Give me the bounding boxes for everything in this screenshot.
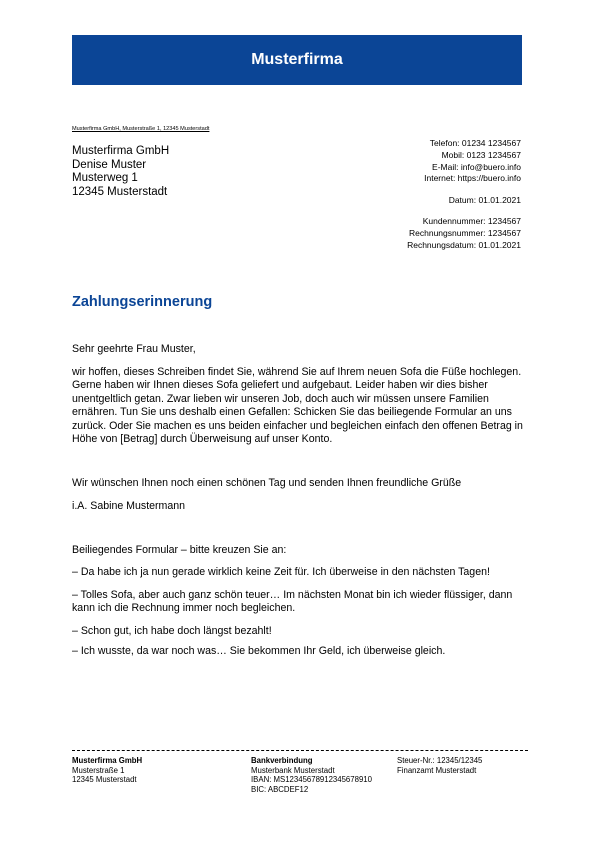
footer-company-city: 12345 Musterstadt — [72, 775, 137, 785]
footer-bank-iban: IBAN: MS12345678912345678910 — [251, 775, 372, 785]
footer-company-name: Musterfirma GmbH — [72, 756, 143, 765]
invoice-number: Rechnungsnummer: 1234567 — [409, 227, 521, 238]
letter-paragraph: wir hoffen, dieses Schreiben findet Sie, während Sie auf Ihrem neuen Sofa die Füße hochlegen. Gerne haben wir Ihnen dieses Sofa geliefert und aufgebaut. Leider haben wir dies bisher unentgeltlich getan. Zwar lieben wir unseren Job, doch auch wir müssen unsere Familien ernähren. Tun Sie uns deshalb einen Gefallen: Schicken Sie das beiliegende Formular an uns zurück. Oder Sie machen es uns beiden einfacher und begleichen einfach den offenen Betrag in Höhe von [Betrag] durch Überweisung auf unser Konto. — [72, 366, 523, 446]
form-option: – Ich wusste, da war noch was… Sie bekommen Ihr Geld, ich überweise gleich. — [72, 645, 446, 657]
footer-company-street: Musterstraße 1 — [72, 765, 125, 775]
reference-block — [407, 216, 521, 251]
recipient-company: Musterfirma GmbH — [72, 145, 170, 157]
form-intro: Beiliegendes Formular – bitte kreuzen Sie an: — [72, 544, 287, 556]
contact-mobile: Mobil: 0123 1234567 — [441, 149, 521, 160]
form-option: – Da habe ich ja nun gerade wirklich keine Zeit für. Ich überweise in den nächsten Tagen! — [72, 566, 490, 578]
contact-email: E-Mail: info@buero.info — [432, 161, 521, 172]
form-option: – Tolles Sofa, aber auch ganz schön teuer… Im nächsten Monat bin ich wieder flüssiger, dann kann ich die Rechnung immer noch begleichen. — [72, 589, 513, 615]
invoice-date: Rechnungsdatum: 01.01.2021 — [407, 239, 521, 250]
customer-number: Kundennummer: 1234567 — [422, 216, 521, 226]
return-address-line: Musterfirma GmbH, Musterstraße 1, 12345 Musterstadt — [72, 126, 210, 132]
footer-tax — [397, 756, 482, 775]
footer-bank-heading: Bankverbindung — [251, 756, 313, 765]
footer-bank — [251, 756, 372, 794]
footer-divider — [72, 750, 528, 751]
footer-company — [72, 756, 142, 785]
footer-tax-office: Finanzamt Musterstadt — [397, 765, 477, 775]
company-banner — [72, 35, 522, 85]
recipient-street: Musterweg 1 — [72, 172, 138, 185]
letter-date: Datum: 01.01.2021 — [448, 195, 521, 205]
company-banner-title: Musterfirma — [251, 51, 343, 68]
letter-signature: i.A. Sabine Mustermann — [72, 500, 186, 512]
recipient-address — [72, 145, 169, 199]
letter-subject: Zahlungserinnerung — [72, 294, 213, 310]
recipient-city: 12345 Musterstadt — [72, 185, 168, 198]
sender-contact-block — [424, 138, 521, 185]
footer-tax-number: Steuer-Nr.: 12345/12345 — [397, 756, 483, 765]
contact-internet: Internet: https://buero.info — [424, 173, 521, 184]
letter-closing: Wir wünschen Ihnen noch einen schönen Tag und senden Ihnen freundliche Grüße — [72, 477, 462, 489]
letter-salutation: Sehr geehrte Frau Muster, — [72, 343, 196, 355]
form-option: – Schon gut, ich habe doch längst bezahlt! — [72, 625, 272, 637]
footer-bank-bic: BIC: ABCDEF12 — [251, 784, 309, 794]
footer-bank-name: Musterbank Musterstadt — [251, 765, 335, 775]
contact-phone: Telefon: 01234 1234567 — [429, 138, 521, 148]
recipient-name: Denise Muster — [72, 158, 147, 171]
